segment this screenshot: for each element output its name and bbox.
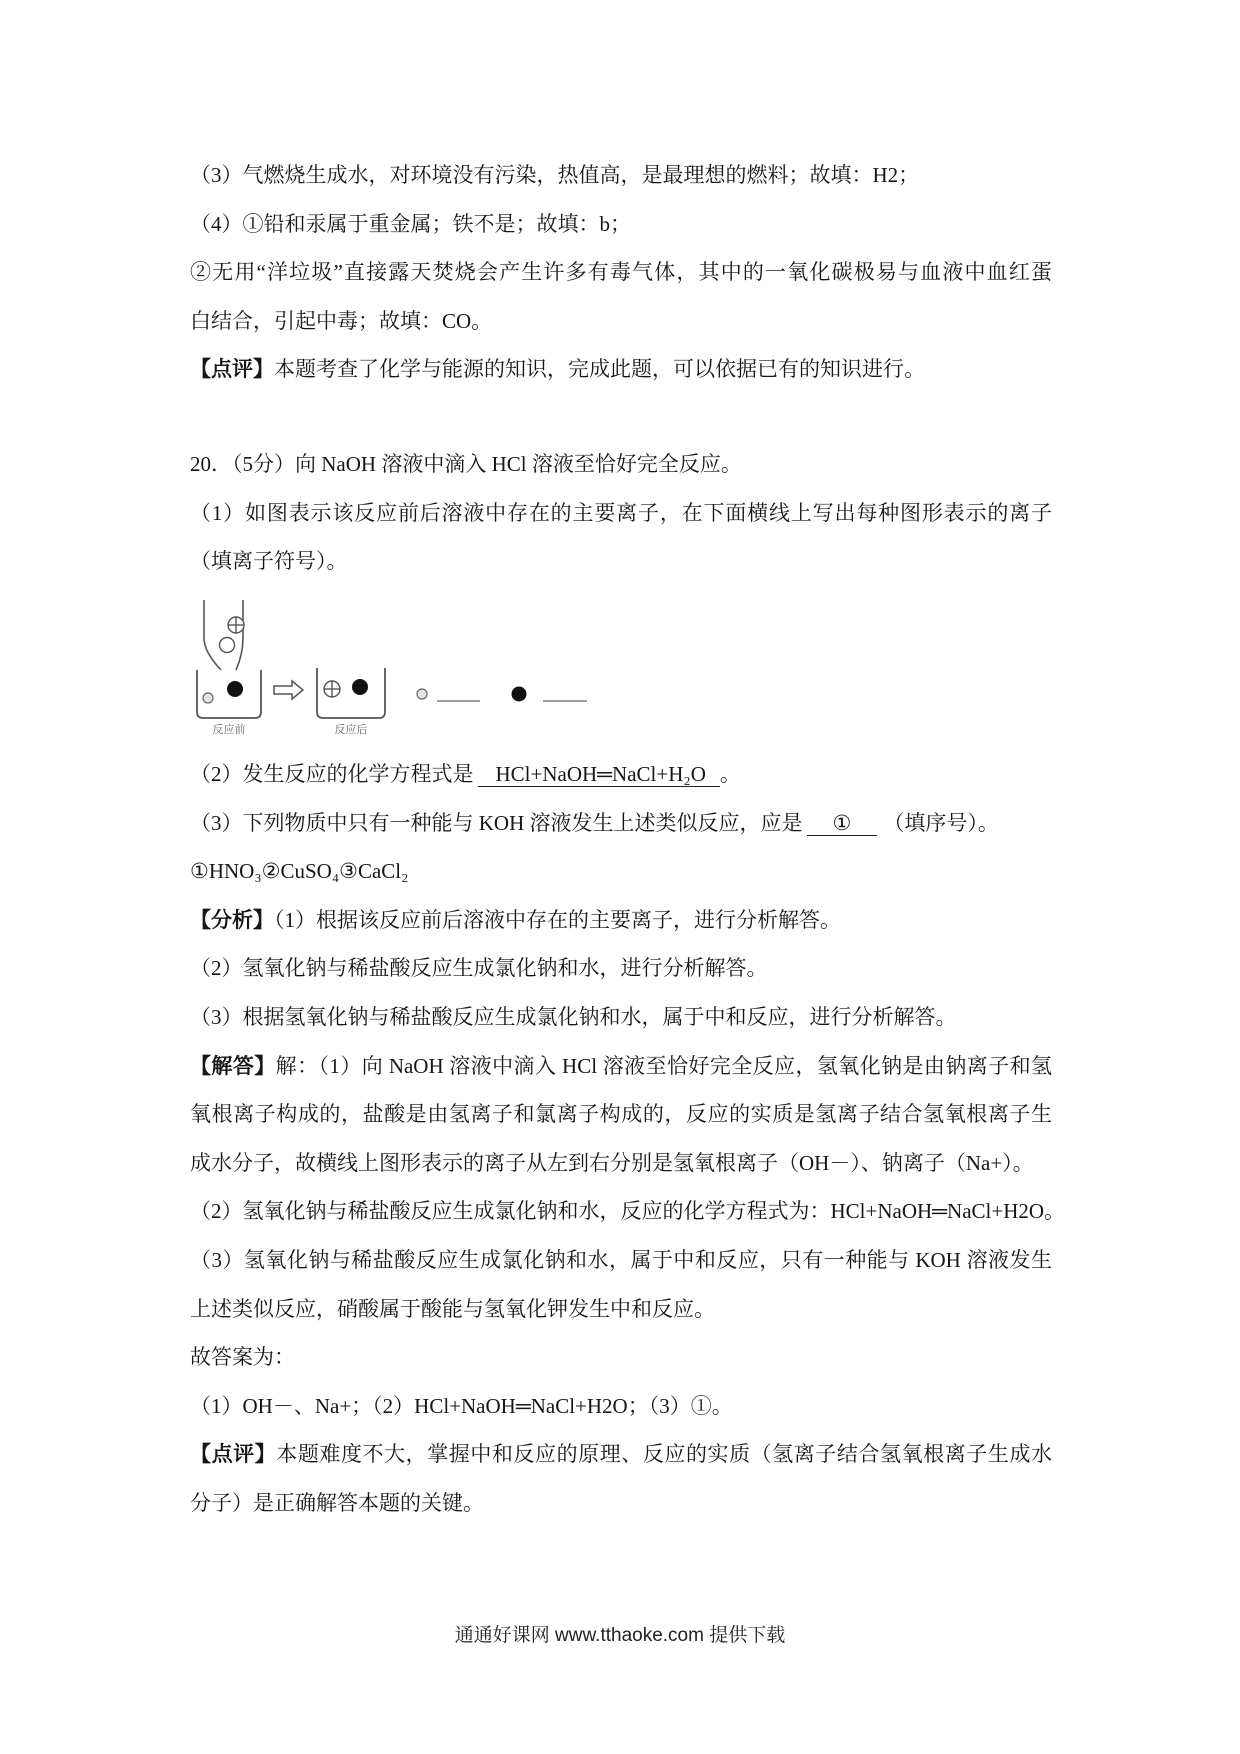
solution-line bbox=[190, 1042, 1052, 1091]
plus-circle-icon bbox=[228, 617, 244, 633]
solution-line: （3）氢氧化钠与稀盐酸反应生成氯化钠和水，属于中和反应，只有一种能与 KOH 溶液发生 bbox=[190, 1247, 1052, 1272]
analysis-text: （1）根据该反应前后溶液中存在的主要离子，进行分析解答。 bbox=[274, 907, 841, 932]
comment-line: 分子）是正确解答本题的关键。 bbox=[190, 1490, 484, 1515]
solution-label: 【解答】 bbox=[190, 1053, 276, 1078]
footer-watermark: 通通好课网 www.tthaoke.com 提供下载 bbox=[454, 1625, 786, 1646]
after-label: 反应后 bbox=[334, 723, 368, 736]
analysis-line bbox=[190, 896, 1070, 945]
analysis-line: （3）根据氢氧化钠与稀盐酸反应生成氯化钠和水，属于中和反应，进行分析解答。 bbox=[190, 1004, 957, 1029]
solution-line: 氧根离子构成的，盐酸是由氢离子和氯离子构成的，反应的实质是氢离子结合氢氧根离子生 bbox=[190, 1102, 1052, 1127]
dropper-icon bbox=[204, 600, 243, 670]
question-body-section bbox=[190, 750, 1070, 1528]
reaction-diagram bbox=[190, 590, 600, 740]
black-dot-icon bbox=[352, 679, 368, 695]
dropper-right-wall bbox=[236, 600, 243, 670]
arrow-icon bbox=[274, 681, 303, 699]
comment-text: 本题难度不大，掌握中和反应的原理、反应的实质（氢离子结合氢氧根离子生成水 bbox=[276, 1442, 1053, 1467]
comment-text: 本题考查了化学与能源的知识，完成此题，可以依据已有的知识进行。 bbox=[274, 357, 925, 382]
comment-label: 【点评】 bbox=[190, 1442, 277, 1467]
question-title: 20．（5分）向 NaOH 溶液中滴入 HCl 溶液至恰好完全反应。 bbox=[190, 452, 742, 476]
answer-line: （4）①铅和汞属于重金属；铁不是；故填：b； bbox=[190, 211, 631, 236]
black-dot-icon bbox=[512, 687, 527, 702]
dropper-left-wall bbox=[204, 600, 221, 670]
solution-line: （2）氢氧化钠与稀盐酸反应生成氯化钠和水，反应的化学方程式为：HCl+NaOH═NaCl+H2O。 bbox=[190, 1199, 1066, 1224]
previous-answer-section bbox=[190, 151, 1070, 394]
answer-line: （3）气燃烧生成水，对环境没有污染，热值高，是最理想的燃料；故填：H2； bbox=[190, 163, 920, 187]
question-part1-line: （填离子符号）。 bbox=[190, 549, 348, 574]
small-circle-icon bbox=[203, 693, 213, 703]
answer-summary: （1）OH－、Na+；（2）HCl+NaOH═NaCl+H2O；（3）①。 bbox=[190, 1393, 733, 1418]
solution-line: 上述类似反应，硝酸属于酸能与氢氧化钾发生中和反应。 bbox=[190, 1296, 715, 1321]
solution-line: 成水分子，故横线上图形表示的离子从左到右分别是氢氧根离子（OH－）、钠离子（Na+）。 bbox=[190, 1150, 1034, 1175]
black-dot-icon bbox=[227, 681, 243, 697]
comment-line bbox=[190, 1430, 1052, 1479]
question-stem-section bbox=[190, 440, 1070, 586]
solution-text: 解：（1）向 NaOH 溶液中滴入 HCl 溶液至恰好完全反应，氢氧化钠是由钠离子和氢 bbox=[275, 1053, 1053, 1078]
comment-line bbox=[190, 345, 1070, 394]
plus-circle-icon bbox=[324, 681, 340, 697]
question-part1-line: （1）如图表示该反应前后溶液中存在的主要离子，在下面横线上写出每种图形表示的离子 bbox=[190, 500, 1052, 525]
analysis-line: （2）氢氧化钠与稀盐酸反应生成氯化钠和水，进行分析解答。 bbox=[190, 956, 768, 981]
open-circle-icon bbox=[220, 638, 235, 653]
part3-suffix: （填序号）。 bbox=[883, 810, 999, 835]
question-part2-line bbox=[190, 750, 1070, 799]
part3-answer-blank: ① bbox=[807, 811, 878, 836]
part2-suffix: 。 bbox=[719, 762, 741, 786]
question-part3-line bbox=[190, 799, 1070, 848]
analysis-label: 【分析】 bbox=[190, 907, 274, 932]
part3-prefix: （3）下列物质中只有一种能与 KOH 溶液发生上述类似反应，应是 bbox=[190, 810, 803, 835]
before-label: 反应前 bbox=[212, 723, 246, 736]
part2-prefix: （2）发生反应的化学方程式是 bbox=[190, 762, 474, 786]
answer-line: ②无用“洋垃圾”直接露天焚烧会产生许多有毒气体，其中的一氧化碳极易与血液中血红蛋 bbox=[190, 260, 1052, 285]
answer-intro: 故答案为： bbox=[190, 1345, 295, 1370]
answer-line: 白结合，引起中毒；故填：CO。 bbox=[190, 308, 493, 333]
part2-answer-blank: HCl+NaOH═NaCl+H₂O bbox=[478, 762, 720, 787]
question-options: ①HNO₃②CuSO₄③CaCl₂ bbox=[190, 859, 409, 884]
comment-label: 【点评】 bbox=[190, 357, 274, 382]
small-circle-icon bbox=[417, 689, 427, 699]
